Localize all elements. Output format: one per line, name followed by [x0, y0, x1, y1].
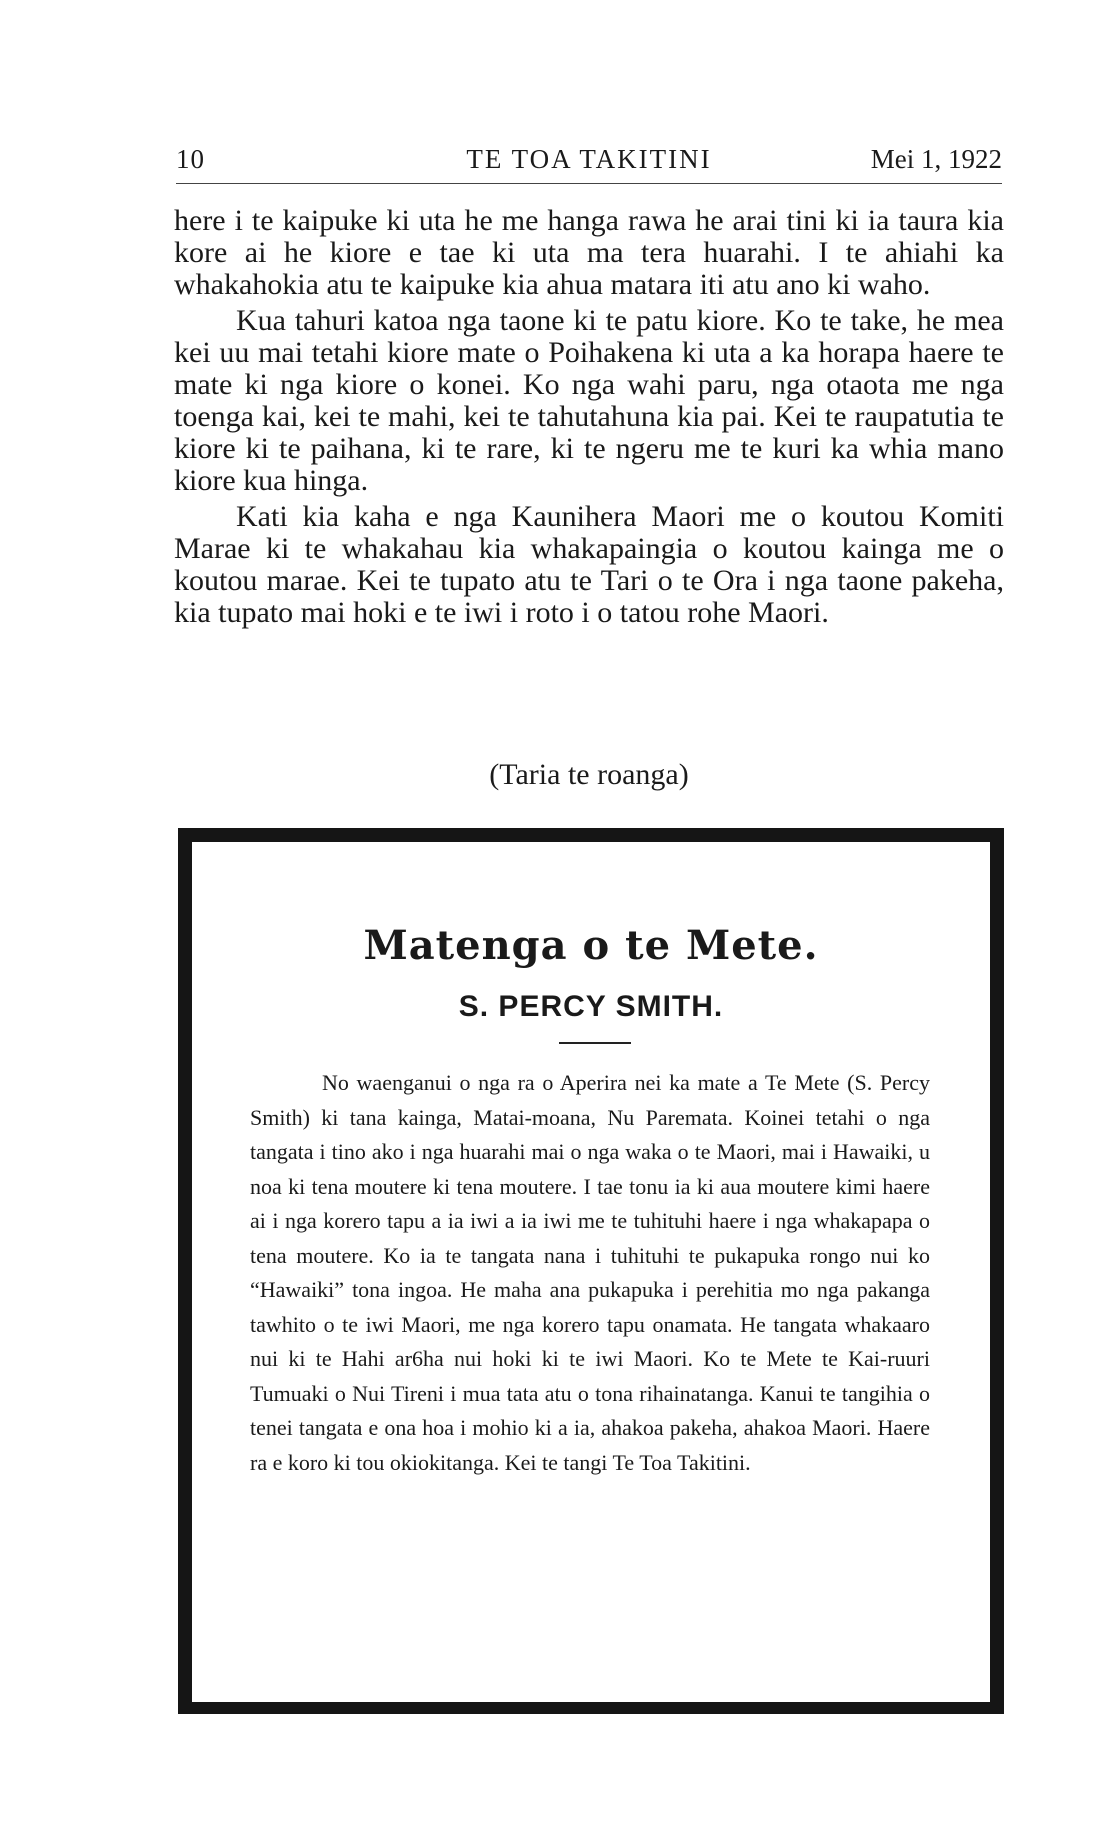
- page-number: 10: [176, 144, 205, 174]
- page-header: [176, 140, 1002, 180]
- paragraph-2: Kua tahuri katoa nga taone ki te patu kiore. Ko te take, he mea kei uu mai tetahi kiore mate o Poihakena ki uta a ka horapa haere te mate ki nga kiore o konei. Ko nga wahi paru, nga otaota me nga toenga kai, kei te mahi, kei te tahutahuna kia pai. Kei te raupatutia te kiore ki te paihana, ki te rare, ki te ngeru me te kuri ka whia mano kiore kua hinga.: [174, 304, 1004, 497]
- obituary-title: Matenga o te Mete.: [363, 922, 819, 969]
- continued-note: (Taria te roanga): [489, 758, 689, 791]
- paragraph-1: here i te kaipuke ki uta he me hanga rawa he arai tini ki ia taura kia kore ai he kiore e tae ki uta ma tera huarahi. I te ahiahi ka whakahokia atu te kaipuke kia ahua matara iti atu ano ki waho.: [174, 204, 1004, 301]
- running-title: TE TOA TAKITINI: [466, 144, 712, 174]
- header-rule: [176, 183, 1002, 184]
- issue-date: Mei 1, 1922: [870, 144, 1002, 174]
- obituary-author: S. PERCY SMITH.: [458, 990, 724, 1023]
- obituary-text: No waenganui o nga ra o Aperira nei ka mate a Te Mete (S. Percy Smith) ki tana kainga, Matai-moana, Nu Parematа. Koinei tetahi o nga tangata i tino ako i nga huarahi mai o nga waka o te Maori, mai i Hawaiki, u noa ki tena moutere ki tena moutere. I tae tonu ia ki aua moutere kimi haere ai i nga korero tapu a ia iwi a ia iwi me te tuhituhi haere i nga whakapapa o tena moutere. Ko ia te tangata nana i tuhituhi te pukapuka rongo nui ko “Hawaiki” tona ingoa. He maha ana pukapuka i perehitia mo nga pakanga tawhito o te iwi Maori, me nga korero tapu onamata. He tangata whakaaro nui ki te Hahi ar6ha nui hoki ki te iwi Maori. Ko te Mete te Kai-ruuri Tumuaki o Nui Tireni i mua tata atu o tona rihainatanga. Kanui te tangihia o tenei tangata e ona hoa i mohio ki a ia, ahakoa pakeha, ahakoa Maori. Haere ra e koro ki tou okiokitanga. Kei te tangi Te Toa Takitini.: [250, 1070, 930, 1475]
- article-body: [174, 205, 1004, 629]
- paragraph-3: Kati kia kaha e nga Kaunihera Maori me o koutou Komiti Marae ki te whakahau kia whakapaingia o koutou kainga me o koutou marae. Kei te tupato atu te Tari o te Ora i nga taone pakeha, kia tupato mai hoki e te iwi i roto i o tatou rohe Maori.: [174, 500, 1004, 629]
- title-divider: [559, 1042, 631, 1044]
- obituary-box: [178, 828, 1004, 1714]
